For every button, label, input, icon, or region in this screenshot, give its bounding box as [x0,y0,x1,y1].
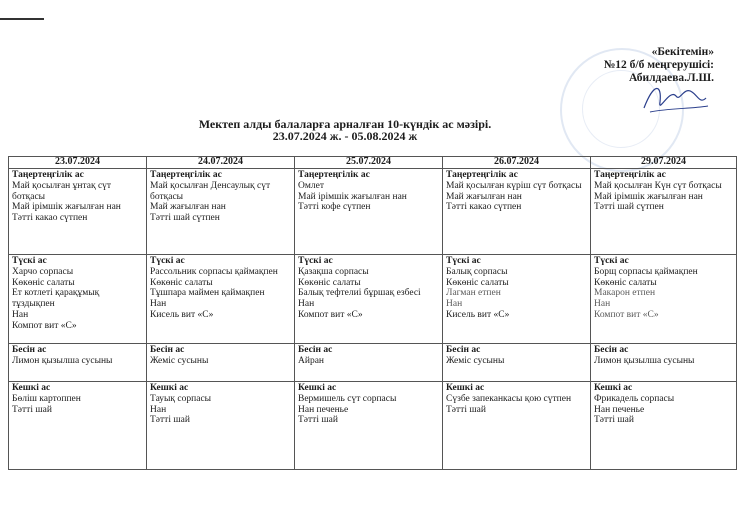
dish: Тәтті какао сүтпен [446,202,522,213]
dish: Тауық сорпасы [150,393,212,404]
meal-cell [147,344,295,382]
dish: Лимон қызылша сусыны [594,355,695,366]
meal-cell [295,255,443,344]
dish: Фрикадель сорпасы [594,393,675,404]
dish: Май ірімшік жағылған нан [12,202,121,213]
dish: Тәтті шай сүтпен [150,213,220,224]
dish: Нан [150,404,167,415]
dish: Май қосылған ұнтақ сүт ботқасы [12,180,112,202]
dish: Тәтті шай [150,415,190,426]
dish: Жеміс сусыны [446,355,505,366]
dish: Тәтті шай [12,404,52,415]
meal-heading: Кешкі ас [12,383,51,393]
dish: Май қосылған Денсаулық сүт ботқасы [150,180,271,202]
date-header: 23.07.2024 [9,157,147,169]
dish: Көкөніс салаты [594,277,657,288]
meal-cell [443,344,591,382]
dish: Нан [12,309,29,320]
meal-heading: Бесін ас [446,345,481,355]
dish: Май жағылған нан [150,202,226,213]
dish: Нан [298,299,315,310]
meal-heading: Бесін ас [12,345,47,355]
date-header-row [9,157,737,169]
snack-row [9,344,737,382]
breakfast-row [9,169,737,255]
dish: Май қосылған Күн сүт ботқасы [594,180,722,191]
approval-name: Абилдаева.Л.Ш. [628,72,714,84]
dish: Тәтті кофе сүтпен [298,202,371,213]
meal-cell [9,382,147,470]
dish: Компот вит «С» [12,320,77,331]
date-header: 26.07.2024 [443,157,591,169]
meal-heading: Бесін ас [298,345,333,355]
dish: Омлет [298,180,324,191]
approval-title: «Бекітемін» [651,46,714,58]
meal-cell [443,255,591,344]
dish: Көкөніс салаты [150,277,213,288]
dish: Бөліш картоппен [12,393,81,404]
dish: Рассольник сорпасы қаймақпен [150,266,278,277]
meal-heading: Кешкі ас [150,383,189,393]
dish: Харчо сорпасы [12,266,74,277]
meal-heading: Түскі ас [594,256,629,266]
meal-cell [9,344,147,382]
dish: Май жағылған нан [446,191,522,202]
lunch-row [9,255,737,344]
dish: Көкөніс салаты [446,277,509,288]
meal-heading: Таңертеңгілік ас [446,170,518,180]
dish: Макарон етпен [594,288,656,299]
dish: Тәтті шай [298,415,338,426]
meal-heading: Кешкі ас [594,383,633,393]
meal-cell [591,382,737,470]
meal-cell [9,169,147,255]
meal-cell [295,344,443,382]
dish: Вермишель сүт сорпасы [298,393,397,404]
dish: Нан [150,299,167,310]
meal-heading: Таңертеңгілік ас [594,170,666,180]
dish: Айран [298,355,324,366]
document-period: 23.07.2024 ж. - 05.08.2024 ж [272,129,418,143]
meal-heading: Кешкі ас [298,383,337,393]
meal-heading: Таңертеңгілік ас [150,170,222,180]
meal-cell [591,169,737,255]
dish: Тәтті шай сүтпен [594,202,664,213]
meal-heading: Бесін ас [594,345,629,355]
meal-cell [295,382,443,470]
meal-heading: Таңертеңгілік ас [12,170,84,180]
dish: Кисель вит «С» [150,309,214,320]
meal-heading: Түскі ас [298,256,333,266]
dish: Нан печенье [298,404,349,415]
meal-cell [443,382,591,470]
meal-cell [147,382,295,470]
date-header: 25.07.2024 [295,157,443,169]
dish: Компот вит «С» [594,309,659,320]
meal-heading: Түскі ас [150,256,185,266]
meal-cell [443,169,591,255]
dish: Көкөніс салаты [298,277,361,288]
dish: Лагман етпен [446,288,501,299]
dish: Лимон қызылша сусыны [12,355,113,366]
date-header: 24.07.2024 [147,157,295,169]
date-header: 29.07.2024 [591,157,737,169]
meal-heading: Түскі ас [446,256,481,266]
meal-cell [147,169,295,255]
dish: Тұшпара маймен қаймақпен [150,288,265,299]
meal-cell [9,255,147,344]
dish: Тәтті какао сүтпен [12,213,88,224]
meal-cell [591,344,737,382]
dish: Нан печенье [594,404,645,415]
dish: Балық тефтелиі бұршақ езбесі [298,288,421,299]
dish: Май қосылған күріш сүт ботқасы [446,180,582,191]
meal-cell [147,255,295,344]
dish: Тәтті шай [594,415,634,426]
top-rule [0,18,44,20]
dish: Нан [594,299,611,310]
dish: Борщ сорпасы қаймақпен [594,266,698,277]
dish: Жеміс сусыны [150,355,209,366]
dish: Көкөніс салаты [12,277,75,288]
dish: Кисель вит «С» [446,309,510,320]
dish: Май ірімшік жағылған нан [298,191,407,202]
meal-heading: Бесін ас [150,345,185,355]
meal-heading: Түскі ас [12,256,47,266]
approval-block [604,46,714,85]
approval-position: №12 б/б меңгерушісі: [603,59,714,71]
dish: Қазақша сорпасы [298,266,369,277]
menu-table [8,156,737,470]
meal-heading: Кешкі ас [446,383,485,393]
dinner-row [9,382,737,470]
meal-cell [591,255,737,344]
dish: Ет котлеті қарақұмық тұздықпен [12,288,100,310]
dish: Балық сорпасы [446,266,508,277]
dish: Нан [446,299,463,310]
meal-heading: Таңертеңгілік ас [298,170,370,180]
document-title: Мектеп алды балаларға арналған 10-күндік ас мәзірі. [198,117,492,131]
dish: Тәтті шай [446,404,486,415]
dish: Сүзбе запеканкасы қою сүтпен [446,393,572,404]
meal-cell [295,169,443,255]
dish: Май ірімшік жағылған нан [594,191,703,202]
dish: Компот вит «С» [298,309,363,320]
